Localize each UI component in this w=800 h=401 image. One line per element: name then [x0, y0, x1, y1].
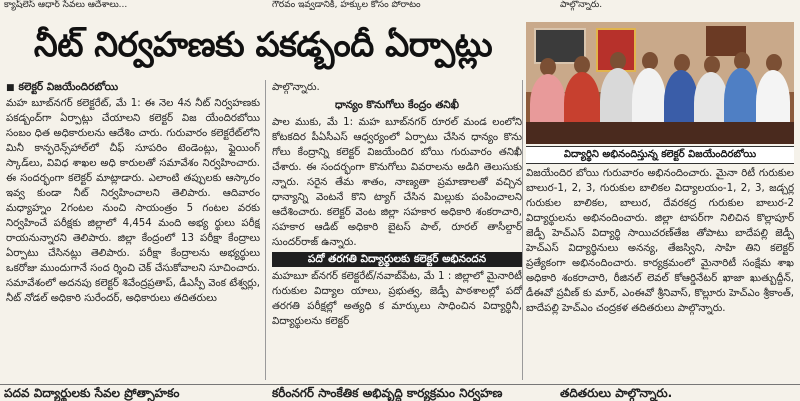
top-strip-left: క్యాష్‌లెస్ ఆధార్ సేవలు ఆదేశాలు...: [4, 0, 128, 10]
news-photo: [526, 22, 794, 144]
article-body-1: మహ బూబ్‌నగర్ కలెక్టరేట్, మే 1: ఈ నెల 4న నీట్ నిర్వహణకు పకడ్బంద్‌గా ఏర్పాట్లు చేయాలని కలెక్టర్ విజ యేందిరబోయి సంబం ధిత అధికారులను ఆదేశిం చారు. గురువారం కలెక్టరేట్‌లోని మినీ కాన్ఫరెన్స్‌హాల్‌లో చీఫ్ సూపరిం టెండెంట్లు, ఫ్లైయింగ్ స్కాడ్‌లు, వివిధ శాఖల అధి కారులతో సమావేశం నిర్వహించారు. ఈ సందర్భంగా కలెక్టర్ మాట్లాడారు. ఎలాంటి తప్పులకు ఆస్కారం ఇవ్వ కుండా నీట్ నిర్వహించాలని తెలిపారు. ఆదివారం మధ్యాహ్నం 2గంటల నుంచి సాయంత్రం 5 గంటల వరకు నిర్వహించే పరీక్షకు జిల్లాలో 4,454 మంది అభ్య ర్థులు పరీక్ష రాయనున్నారని తెలిపారు. జిల్లా కేంద్రంలో 13 పరీక్షా కేంద్రాలు ఏర్పాటు చేసినట్లు తెలిపారు. పరీక్షా కేంద్రాలను అభ్యర్థులు ఒకరోజు ముందుగానే సంద ర్శించి చెక్ చేసుకోవాలని సూచించారు. సమావేశంలో అదనపు కలెక్టర్ శివేంద్రప్రతాప్, డీఎస్పీ వెంక టేశ్వర్లు, నీట్ నోడల్ అధికారి సురేందర్, అధికారులు తదితరులు: [6, 98, 260, 304]
subheading-paddy-center: ధాన్యం కొనుగోలు కేంద్రం తనిఖీ: [335, 99, 459, 111]
column-lead-text: పాల్గొన్నారు.: [272, 82, 320, 93]
article-body-2: పాల ముకు, మే 1: మహ బూబ్‌నగర్ రూరల్ మండ లంలోని కోటకదిర పీఏసీఎస్ ఆధ్వర్యంలో ఏర్పాటు చేసిన ధాన్యం కొను గోలు కేంద్రాన్ని కలెక్టర్ విజయేందిర బోయి గురువారం తనిఖీ చేశారు. ఈ సందర్భంగా కొనుగోలు వివరాలను అడిగి తెలుసుకు న్నారు. సరైన తేమ శాతం, నాణ్యతా ప్రమాణాలతో వచ్చిన ధాన్యాన్ని వెంటనే కొని ట్యాగ్ చేసిన మిల్లుకు పంపించాలని ఆదేశించారు. కలెక్టర్ వెంట జిల్లా సహకార అధికారి శంకరాచారి, సహకార ఆడిట్ అధికారి బైటస్ పాల్, రూరల్ తాసీల్దార్ సుందర్‌రాజ్ ఉన్నారు.: [272, 117, 522, 248]
bottom-strip-left: పదవ విద్యార్థులకు సేవల ప్రోత్సాహకం: [4, 386, 180, 400]
subheading-tenth-students: పదో తరగతి విద్యార్థులకు కలెక్టర్ అభినందన: [272, 252, 522, 267]
bottom-strip-middle: కరీంనగర్ సాంకేతిక అభివృద్ధి కార్యక్రమం నిర్వహణ: [272, 386, 503, 400]
column-divider: [265, 80, 266, 380]
photo-table: [526, 122, 794, 144]
column-divider: [522, 80, 523, 380]
article-column-1: [6, 80, 260, 380]
bottom-strip-right: తదితరులు పాల్గొన్నారు.: [560, 386, 673, 400]
article-column-3: [526, 166, 794, 380]
bottom-cut-text-strip: [0, 384, 800, 401]
photo-caption: విద్యార్థిని అభినందిస్తున్న కలెక్టర్ విజయేందిరబోయి: [526, 146, 794, 164]
top-strip-right: పాల్గొన్నారు.: [560, 0, 603, 10]
byline-text: కలెక్టర్ విజయేందిరబోయి: [18, 81, 119, 93]
article-body-3: మహబూ బ్‌నగర్ కలెక్టరేట్/నవాబ్‌పేట, మే 1 : జిల్లాలో మైనారిటీ గురుకుల విద్యాల యాలు, ప్రభుత్వ, జెడ్పీ పాఠశాలల్లో పదో తరగతి పరీక్షల్లో అత్యధి క మార్కులు సాధించిన విద్యార్థినీ, విద్యార్థులను కలెక్టర్: [272, 271, 522, 327]
byline: [6, 80, 260, 96]
headline: నీట్ నిర్వహణకు పకడ్బందీ ఏర్పాట్లు: [33, 25, 493, 65]
article-column-2: [272, 80, 522, 380]
top-strip-middle: గౌరవం ఇవ్వడానికి, హక్కుల కోసం పోరాటం: [272, 0, 421, 10]
top-cut-text-strip: [0, 0, 800, 12]
bullet-icon: ■: [6, 83, 15, 93]
article-body-4: విజయేందిర బోయి గురువారం అభినందించారు. మైనా రిటీ గురుకుల బాలుర-1, 2, 3, గురుకుల బాలికల విద్యాలయం-1, 2, 3, జడ్చర్ల గురుకుల బాలికల, బాలుర, దేవరకద్ర గురుకుల బాలుర-2 విద్యార్థులను అభినందించారు. జిల్లా టాపర్‌గా నిలిచిన కొల్లాపూర్ జెడ్పీ హెచ్‌ఎస్ విద్యార్థి సాయిచరణ్‌తేజ తోపాటు బాదేపల్లి జెడ్పీ హెచ్‌ఎస్ విద్యార్థినులు అనన్య, తేజస్విని, సాహి తిని కలెక్టర్ ప్రత్యేకంగా అభినందించారు. కార్యక్రమంలో మైనారిటీ సంక్షేమ శాఖ అధికారి శంకరాచారి, రీజినల్ లెవల్ కోఆర్డినేటర్ ఖాజా ఖుత్బుద్దీన్, డీఈవో ప్రవీణ్ కు మార్, ఎంఈవో శ్రీనివాస్, కొల్లూరు హెచ్‌ఎం శ్రీకాంత్, బాదేపల్లి హెచ్‌ఎం చంద్రకళ తదితరులు పాల్గొన్నారు.: [526, 168, 794, 314]
